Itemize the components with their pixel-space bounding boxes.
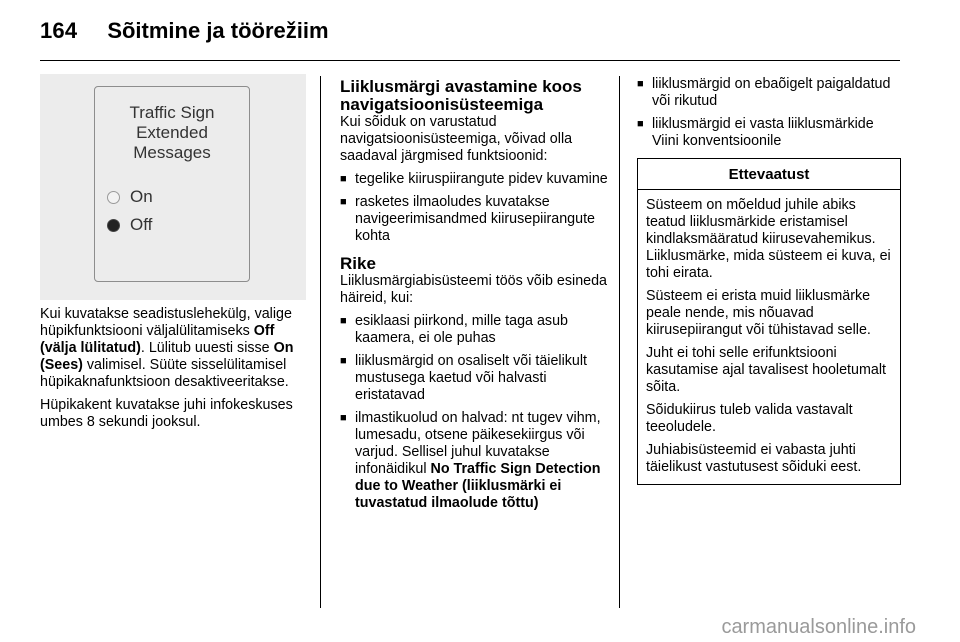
bullet-list [340, 171, 610, 245]
bold-message-text: No Traffic Sign Detection due to Weather (liiklusmärki ei tuvastatud ilmaolude tõttu) [355, 461, 601, 511]
warning-box [637, 158, 901, 485]
warning-paragraph: Süsteem on mõeldud juhile abiks teatud liiklusmärkide eristamisel kindlaksmääratud kiirusevahemikus. Liiklusmärke, mida süsteem ei kuva, ei tohi eirata. [646, 197, 891, 281]
settings-screen-illustration [40, 74, 306, 300]
column-3 [637, 76, 903, 485]
warning-body [638, 190, 900, 484]
warning-paragraph: Juht ei tohi selle erifunktsiooni kasutamise ajal tavalisest hooletumalt sõita. [646, 345, 886, 395]
paragraph: Hüpikakent kuvatakse juhi infokeskuses umbes 8 sekundi jooksul. [40, 397, 293, 430]
list-item [340, 410, 610, 512]
bold-text-on: On (Sees) [40, 340, 294, 373]
warning-paragraph: Juhiabisüsteemid ei vabasta juhti täielikust vastutusest sõiduki eest. [646, 442, 862, 475]
text: valimisel. Süüte sisselülitamisel hüpikaknafunktsioon desaktiveeritakse. [40, 357, 289, 390]
paragraph: Kui sõiduk on varustatud navigatsioonisüsteemiga, võivad olla saadaval järgmised funktsioonid: [340, 114, 573, 164]
settings-screen-frame [94, 86, 250, 282]
warning-title: Ettevaatust [638, 159, 900, 190]
list-item: ■ tegelike kiiruspiirangute pidev kuvamine [340, 171, 610, 188]
list-item: ■ liiklusmärgid on osaliselt või täielikult mustusega kaetud või halvasti eristatavad [340, 353, 610, 404]
column-divider-1 [320, 76, 321, 608]
header-rule [40, 60, 900, 61]
bullet-list [637, 76, 903, 150]
option-on [107, 187, 153, 207]
warning-paragraph: Sõidukiirus tuleb valida vastavalt teeoludele. [646, 402, 853, 435]
paragraph: Liiklusmärgiabisüsteemi töös võib esineda häireid, kui: [340, 273, 608, 306]
option-off [107, 215, 152, 235]
text: Kui kuvatakse seadistuslehekülg, valige hüpikfunktsiooni väljalülitamiseks [40, 306, 292, 339]
option-off-label: Off [130, 215, 153, 234]
section-heading: Liiklusmärgi avastamine koos navigatsioonisüsteemiga [340, 77, 582, 114]
watermark: carmanualsonline.info [721, 616, 916, 638]
warning-paragraph: Süsteem ei erista muid liiklusmärke peale nende, mis nõuavad kiirusepiirangut või tühistavad selle. [646, 288, 871, 338]
radio-unselected-icon [107, 191, 120, 204]
column-2 [340, 78, 610, 518]
text: ilmastikuolud on halvad: nt tugev vihm, lumesadu, otsene päikesekiirgus või varjud. Sellisel juhul kuvatakse infonäidikul [355, 410, 601, 477]
section-heading: Rike [340, 254, 376, 273]
page-header [40, 18, 329, 58]
column-divider-2 [619, 76, 620, 608]
column-1 [40, 306, 306, 437]
bullet-list [340, 313, 610, 512]
list-item: ■ liiklusmärgid on ebaõigelt paigaldatud või rikutud [637, 76, 903, 110]
chapter-title: Sõitmine ja töörežiim [107, 18, 329, 43]
radio-selected-icon [107, 219, 120, 232]
screen-title: Traffic Sign Extended Messages [129, 103, 215, 162]
page-number: 164 [40, 18, 78, 43]
option-on-label: On [130, 187, 153, 206]
bold-text-off: Off (välja lülitatud) [40, 323, 275, 356]
paragraph [40, 306, 306, 391]
list-item: ■ rasketes ilmaoludes kuvatakse navigeerimisandmed kiirusepiirangute kohta [340, 194, 610, 245]
list-item: ■ esiklaasi piirkond, mille taga asub kaamera, ei ole puhas [340, 313, 610, 347]
list-item: ■ liiklusmärgid ei vasta liiklusmärkide Viini konventsioonile [637, 116, 903, 150]
text: . Lülitub uuesti sisse [140, 340, 274, 356]
